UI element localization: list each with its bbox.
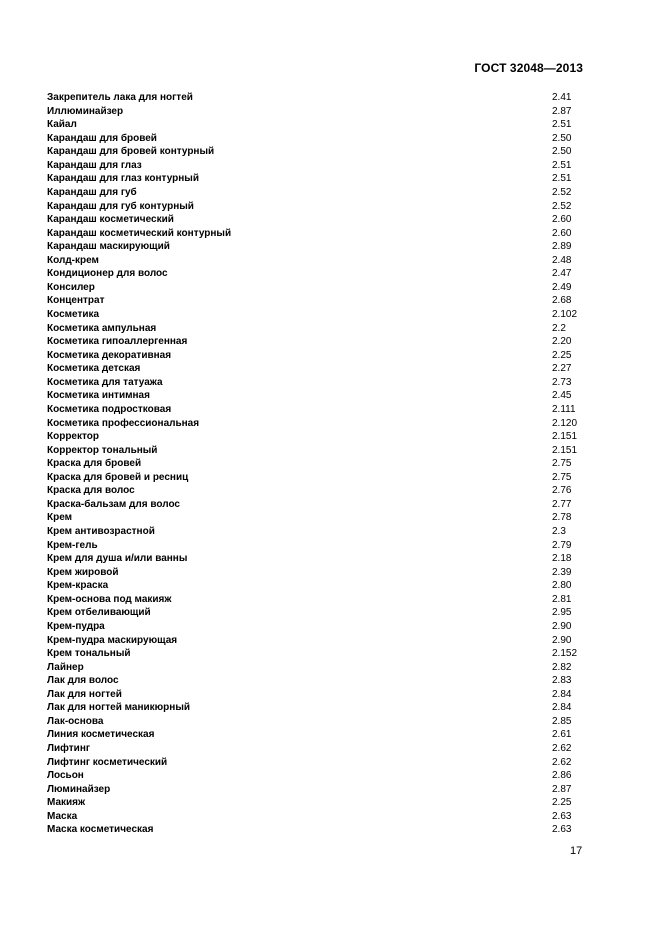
index-term: Лак-основа [47, 715, 104, 727]
index-entry [47, 674, 587, 688]
index-term: Крем жировой [47, 566, 119, 578]
index-term: Закрепитель лака для ногтей [47, 92, 193, 103]
index-reference: 2.84 [552, 688, 572, 700]
index-entry [47, 634, 587, 648]
index-entry [47, 728, 587, 742]
index-term: Маска [47, 810, 78, 822]
index-reference: 2.63 [552, 824, 572, 836]
index-entry [47, 539, 587, 553]
index-reference: 2.18 [552, 553, 572, 565]
index-entry [47, 132, 587, 146]
index-entry [47, 105, 587, 119]
index-reference: 2.51 [552, 119, 572, 131]
index-term: Линия косметическая [47, 729, 155, 741]
index-term: Крем [47, 512, 73, 524]
index-entry [47, 715, 587, 729]
index-reference: 2.62 [552, 756, 572, 768]
index-reference: 2.111 [552, 403, 576, 415]
index-entry [47, 172, 587, 186]
index-entry [47, 552, 587, 566]
index-entry [47, 308, 587, 322]
index-reference: 2.50 [552, 132, 572, 144]
index-reference: 2.81 [552, 593, 572, 605]
index-reference: 2.151 [552, 431, 578, 443]
index-entry [47, 484, 587, 498]
index-entry [47, 810, 587, 824]
index-term: Концентрат [47, 295, 105, 307]
index-reference: 2.87 [552, 783, 572, 795]
index-term: Крем антивозрастной [47, 526, 155, 537]
index-entry [47, 335, 587, 349]
index-reference: 2.87 [552, 105, 572, 117]
index-reference: 2.152 [552, 648, 578, 660]
index-reference: 2.51 [552, 173, 572, 185]
index-term: Лак для ногтей [47, 688, 122, 700]
index-term: Лак для ногтей маникюрный [47, 702, 191, 714]
index-reference: 2.151 [552, 444, 578, 456]
index-reference: 2.95 [552, 607, 572, 619]
index-term: Карандаш для бровей [47, 132, 157, 144]
term-index-list [47, 91, 587, 837]
index-term: Карандаш косметический контурный [47, 227, 232, 239]
index-reference: 2.82 [552, 661, 572, 673]
index-reference: 2.78 [552, 512, 572, 524]
index-reference: 2.80 [552, 580, 572, 592]
index-term: Кондиционер для волос [47, 268, 168, 280]
index-reference: 2.61 [552, 729, 572, 741]
index-term: Крем для душа и/или ванны [47, 553, 188, 565]
index-entry [47, 566, 587, 580]
index-reference: 2.49 [552, 281, 572, 293]
index-entry [47, 430, 587, 444]
index-term: Корректор тональный [47, 444, 158, 456]
index-reference: 2.75 [552, 458, 572, 470]
index-reference: 2.83 [552, 675, 572, 687]
index-reference: 2.51 [552, 159, 572, 171]
index-term: Косметика [47, 309, 100, 320]
index-term: Крем-гель [47, 539, 98, 551]
index-entry [47, 701, 587, 715]
index-term: Карандаш косметический [47, 214, 174, 226]
index-term: Иллюминайзер [47, 105, 124, 117]
index-reference: 2.84 [552, 702, 572, 714]
index-reference: 2.68 [552, 295, 572, 307]
index-entry [47, 159, 587, 173]
index-entry [47, 91, 587, 105]
index-term: Карандаш для бровей контурный [47, 146, 215, 158]
index-entry [47, 213, 587, 227]
index-term: Краска для бровей [47, 458, 142, 470]
index-entry [47, 769, 587, 783]
index-entry [47, 511, 587, 525]
index-reference: 2.62 [552, 743, 572, 754]
index-term: Косметика профессиональная [47, 417, 200, 429]
index-reference: 2.120 [552, 417, 578, 429]
index-entry [47, 349, 587, 363]
index-term: Крем-пудра [47, 620, 105, 632]
index-entry [47, 783, 587, 797]
index-reference: 2.45 [552, 390, 572, 402]
index-term: Лифтинг [47, 743, 91, 754]
index-term: Косметика гипоаллергенная [47, 336, 188, 348]
index-entry [47, 376, 587, 390]
index-term: Лак для волос [47, 675, 119, 687]
index-reference: 2.90 [552, 620, 572, 632]
index-entry [47, 200, 587, 214]
index-term: Карандаш для глаз [47, 159, 142, 171]
index-entry [47, 742, 587, 756]
index-term: Карандаш маскирующий [47, 241, 170, 253]
index-entry [47, 118, 587, 132]
document-header-standard: ГОСТ 32048—2013 [474, 61, 583, 75]
index-term: Косметика интимная [47, 390, 150, 402]
index-entry [47, 417, 587, 431]
index-reference: 2.60 [552, 214, 572, 226]
index-term: Карандаш для губ контурный [47, 200, 194, 212]
index-term: Косметика подростковая [47, 403, 172, 415]
index-reference: 2.47 [552, 268, 572, 280]
index-term: Люминайзер [47, 783, 111, 795]
index-term: Крем отбеливающий [47, 607, 151, 619]
index-reference: 2.48 [552, 254, 572, 266]
index-reference: 2.52 [552, 200, 572, 212]
index-entry [47, 227, 587, 241]
index-reference: 2.27 [552, 363, 572, 375]
index-reference: 2.89 [552, 241, 572, 253]
index-term: Колд-крем [47, 254, 99, 266]
index-entry [47, 254, 587, 268]
index-entry [47, 606, 587, 620]
index-entry [47, 688, 587, 702]
index-reference: 2.60 [552, 227, 572, 239]
index-term: Крем тональный [47, 648, 131, 660]
index-reference: 2.39 [552, 566, 572, 578]
index-entry [47, 294, 587, 308]
index-reference: 2.75 [552, 471, 572, 483]
index-reference: 2.79 [552, 539, 572, 551]
index-term: Крем-основа под макияж [47, 593, 172, 605]
index-entry [47, 389, 587, 403]
index-term: Крем-пудра маскирующая [47, 634, 178, 646]
index-entry [47, 823, 587, 837]
index-reference: 2.41 [552, 92, 572, 103]
index-entry [47, 620, 587, 634]
index-term: Лифтинг косметический [47, 756, 168, 768]
index-entry [47, 281, 587, 295]
index-entry [47, 756, 587, 770]
index-term: Краска для бровей и ресниц [47, 471, 189, 483]
index-reference: 2.90 [552, 634, 572, 646]
index-reference: 2.73 [552, 376, 572, 388]
index-term: Макияж [47, 797, 86, 809]
index-entry [47, 579, 587, 593]
page-number: 17 [570, 845, 583, 857]
index-entry [47, 457, 587, 471]
index-reference: 2.86 [552, 770, 572, 782]
index-entry [47, 796, 587, 810]
index-reference: 2.102 [552, 309, 578, 320]
index-term: Корректор [47, 431, 99, 443]
index-reference: 2.77 [552, 498, 572, 510]
index-term: Косметика ампульная [47, 322, 157, 334]
index-reference: 2.3 [552, 526, 566, 537]
index-term: Косметика декоративная [47, 349, 172, 361]
index-reference: 2.50 [552, 146, 572, 158]
index-entry [47, 593, 587, 607]
index-term: Крем-краска [47, 580, 109, 592]
index-entry [47, 525, 587, 539]
index-entry [47, 362, 587, 376]
index-term: Косметика детская [47, 363, 141, 375]
index-entry [47, 444, 587, 458]
index-reference: 2.76 [552, 485, 572, 497]
index-reference: 2.20 [552, 336, 572, 348]
index-term: Консилер [47, 281, 95, 293]
index-reference: 2.2 [552, 322, 566, 334]
index-reference: 2.25 [552, 349, 572, 361]
index-term: Карандаш для губ [47, 186, 137, 198]
index-term: Маска косметическая [47, 824, 154, 836]
index-entry [47, 186, 587, 200]
index-entry [47, 471, 587, 485]
index-reference: 2.25 [552, 797, 572, 809]
index-term: Краска для волос [47, 485, 135, 497]
index-entry [47, 145, 587, 159]
index-term: Кайал [47, 119, 77, 131]
index-term: Лосьон [47, 770, 84, 782]
index-entry [47, 403, 587, 417]
index-term: Косметика для татуажа [47, 376, 163, 388]
index-entry [47, 322, 587, 336]
index-term: Карандаш для глаз контурный [47, 173, 199, 185]
index-entry [47, 661, 587, 675]
index-entry [47, 647, 587, 661]
index-reference: 2.63 [552, 810, 572, 822]
index-reference: 2.85 [552, 715, 572, 727]
index-entry [47, 267, 587, 281]
index-entry [47, 498, 587, 512]
index-entry [47, 240, 587, 254]
index-reference: 2.52 [552, 186, 572, 198]
index-term: Краска-бальзам для волос [47, 498, 180, 510]
index-term: Лайнер [47, 661, 84, 673]
